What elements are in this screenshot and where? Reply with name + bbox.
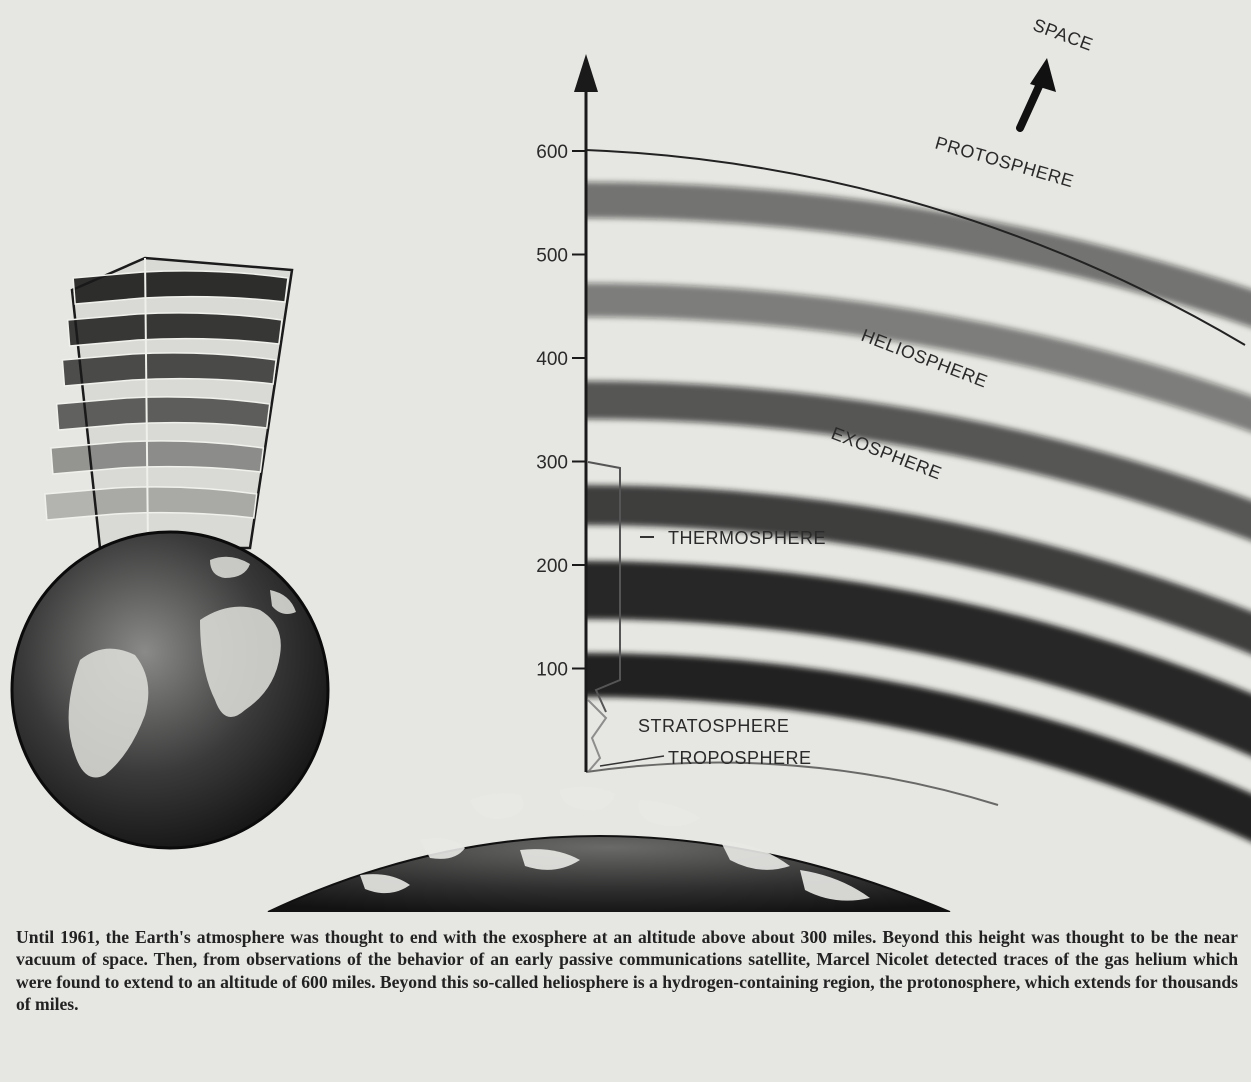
- label-stratosphere: STRATOSPHERE: [638, 716, 790, 736]
- troposphere-boundary-arc: [586, 763, 998, 805]
- figure-caption: Until 1961, the Earth's atmosphere was thought to end with the exosphere at an altitude above about 300 miles. Beyond this height was thought to be the near vacuum of space. Then, from observations of the behavior of an early passive communications satellite, Marcel Nicolet detected traces of the gas helium which were found to extend to an altitude of 600 miles. Beyond this so-called heliosphere is a hydrogen-containing region, the protonosphere, which extends for thousands of miles.: [16, 927, 1238, 1015]
- earth-horizon: [268, 787, 950, 912]
- axis-tick-label: 300: [536, 452, 568, 474]
- axis-tick-label: 600: [536, 142, 568, 163]
- axis-arrow-icon: [574, 54, 598, 92]
- label-heliosphere: HELIOSPHERE: [858, 325, 991, 392]
- axis-tick-label: 100: [536, 659, 568, 681]
- up-arrow-icon: [1030, 58, 1056, 92]
- label-troposphere: TROPOSPHERE: [668, 748, 812, 768]
- globe-icon: [12, 532, 328, 848]
- space-arrow: [1020, 58, 1056, 128]
- axis-tick-label: 500: [536, 245, 568, 267]
- axis-tick-label: 200: [536, 556, 568, 577]
- stratosphere-zigzag: [588, 700, 606, 772]
- label-thermosphere: THERMOSPHERE: [668, 528, 827, 548]
- axis-tick-label: 400: [536, 349, 568, 370]
- label-protosphere: PROTOSPHERE: [932, 132, 1077, 192]
- atmosphere-bands: [586, 200, 1251, 912]
- label-exosphere: EXOSPHERE: [828, 423, 945, 484]
- label-space: SPACE: [1030, 14, 1096, 55]
- globe-with-layer-column: [12, 258, 328, 848]
